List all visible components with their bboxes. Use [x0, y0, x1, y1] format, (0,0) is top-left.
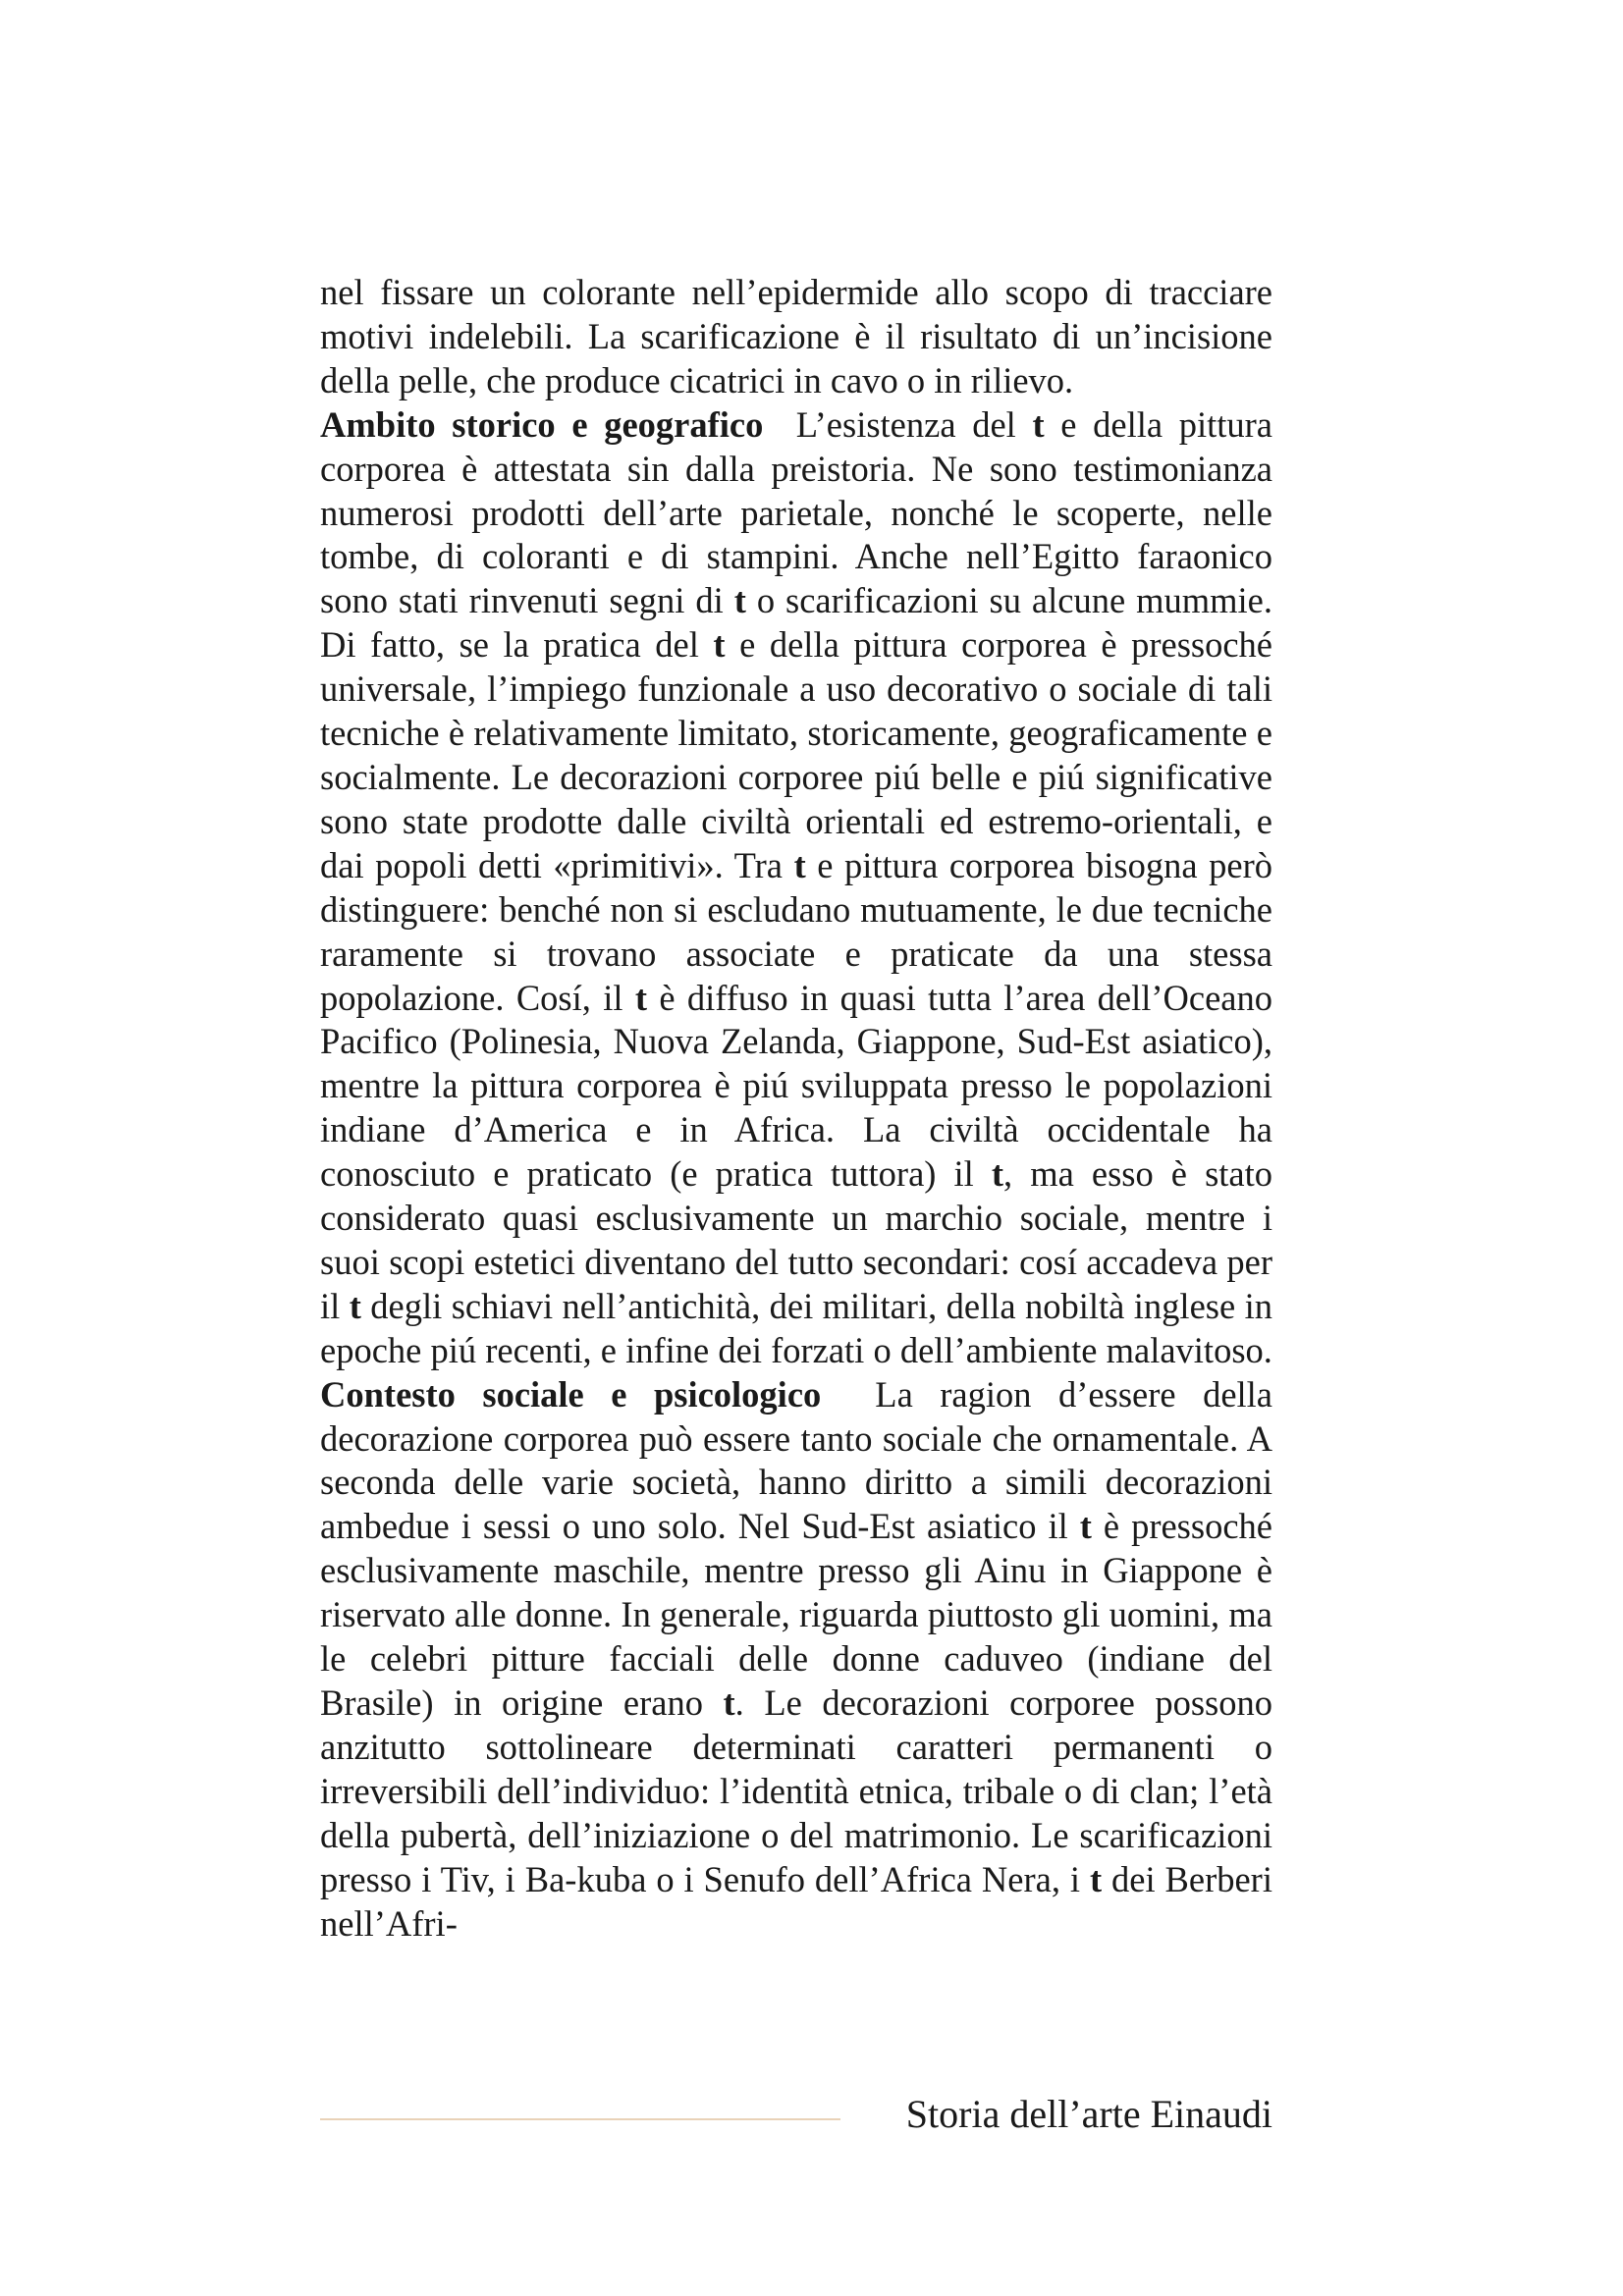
paragraph-contesto	[320, 1373, 1272, 1947]
footer-title: Storia dell’arte Einaudi	[905, 2092, 1272, 2136]
body-text	[320, 271, 1272, 1946]
text-run: o scarificazioni su alcune mummie. Di fatto, se la pratica del	[320, 580, 1273, 666]
term-abbreviation: t	[1032, 403, 1045, 445]
term-abbreviation: t	[634, 977, 648, 1018]
text-run: . Le decorazioni corporee possono anzitutto sottolineare determinati caratteri permanenti o irreversibili dell’individuo: l’identità etnica, tribale o di clan; l’età della pubertà, dell’iniziazione o del matrimonio. Le scarificazioni presso i Tiv, i Ba-kuba o i Senufo dell’Africa Nera, i	[320, 1682, 1272, 1899]
term-abbreviation: t	[991, 1153, 1004, 1195]
paragraph-intro-text: nel fissare un colorante nell’epidermide allo scopo di tracciare motivi indelebili. La scarificazione è il risultato di un’incisione della pelle, che produce cicatrici in cavo o in rilievo.	[320, 272, 1272, 400]
term-abbreviation: t	[733, 580, 746, 621]
text-run: degli schiavi nell’antichità, dei militari, della nobiltà inglese in epoche piú recenti, e infine dei forzati o dell’ambiente malavitoso.	[320, 1285, 1272, 1370]
section-heading-contesto: Contesto sociale e psicologico	[320, 1373, 822, 1415]
term-abbreviation: t	[1079, 1506, 1092, 1547]
text-run: L’esistenza del	[795, 403, 1033, 445]
text-run: e pittura corporea bisogna però distinguere: benché non si escludano mutuamente, le due tecniche raramente si trovano associate e praticate da una stessa popolazione. Cosí, il	[320, 844, 1272, 1018]
term-abbreviation: t	[713, 624, 726, 666]
text-run: e della pittura corporea è pressoché universale, l’impiego funzionale a uso decorativo o sociale di tali tecniche è relativamente limitato, storicamente, geograficamente e socialmente. Le decorazioni corporee piú belle e piú significative sono state prodotte dalle civiltà orientali ed estremo-orientali, e dai popoli detti «primitivi». Tra	[320, 624, 1273, 885]
page-footer	[320, 2091, 1272, 2140]
text-run: dei Berberi nell’Afri-	[320, 1858, 1272, 1944]
term-abbreviation: t	[1089, 1858, 1103, 1899]
text-run: è pressoché esclusivamente maschile, mentre presso gli Ainu in Giappone è riservato alle donne. In generale, riguarda piuttosto gli uomini, ma le celebri pitture facciali delle donne caduveo (indiane del Brasile) in origine erano	[320, 1506, 1272, 1723]
footer-rule	[320, 2118, 840, 2120]
paragraph-intro	[320, 271, 1272, 403]
text-run: è diffuso in quasi tutta l’area dell’Oceano Pacifico (Polinesia, Nuova Zelanda, Giappone, Sud-Est asiatico), mentre la pittura corporea è piú sviluppata presso le popolazioni indiane d’America e in Africa. La civiltà occidentale ha conosciuto e praticato (e pratica tuttora) il	[320, 977, 1272, 1195]
term-abbreviation: t	[349, 1285, 361, 1326]
text-run: , ma esso è stato considerato quasi esclusivamente un marchio sociale, mentre i suoi scopi estetici diventano del tutto secondari: cosí accadeva per il	[320, 1153, 1273, 1326]
text-run: e della pittura corporea è attestata sin dalla preistoria. Ne sono testimonianza numerosi prodotti dell’arte parietale, nonché le scoperte, nelle tombe, di coloranti e di stampini. Anche nell’Egitto faraonico sono stati rinvenuti segni di	[320, 403, 1273, 621]
paragraph-ambito	[320, 403, 1272, 1373]
section-heading-ambito: Ambito storico e geografico	[320, 403, 764, 445]
term-abbreviation: t	[723, 1682, 735, 1723]
text-run: La ragion d’essere della decorazione corporea può essere tanto sociale che ornamentale. A seconda delle varie società, hanno diritto a simili decorazioni ambedue i sessi o uno solo. Nel Sud-Est asiatico il	[320, 1373, 1273, 1547]
term-abbreviation: t	[793, 844, 806, 885]
